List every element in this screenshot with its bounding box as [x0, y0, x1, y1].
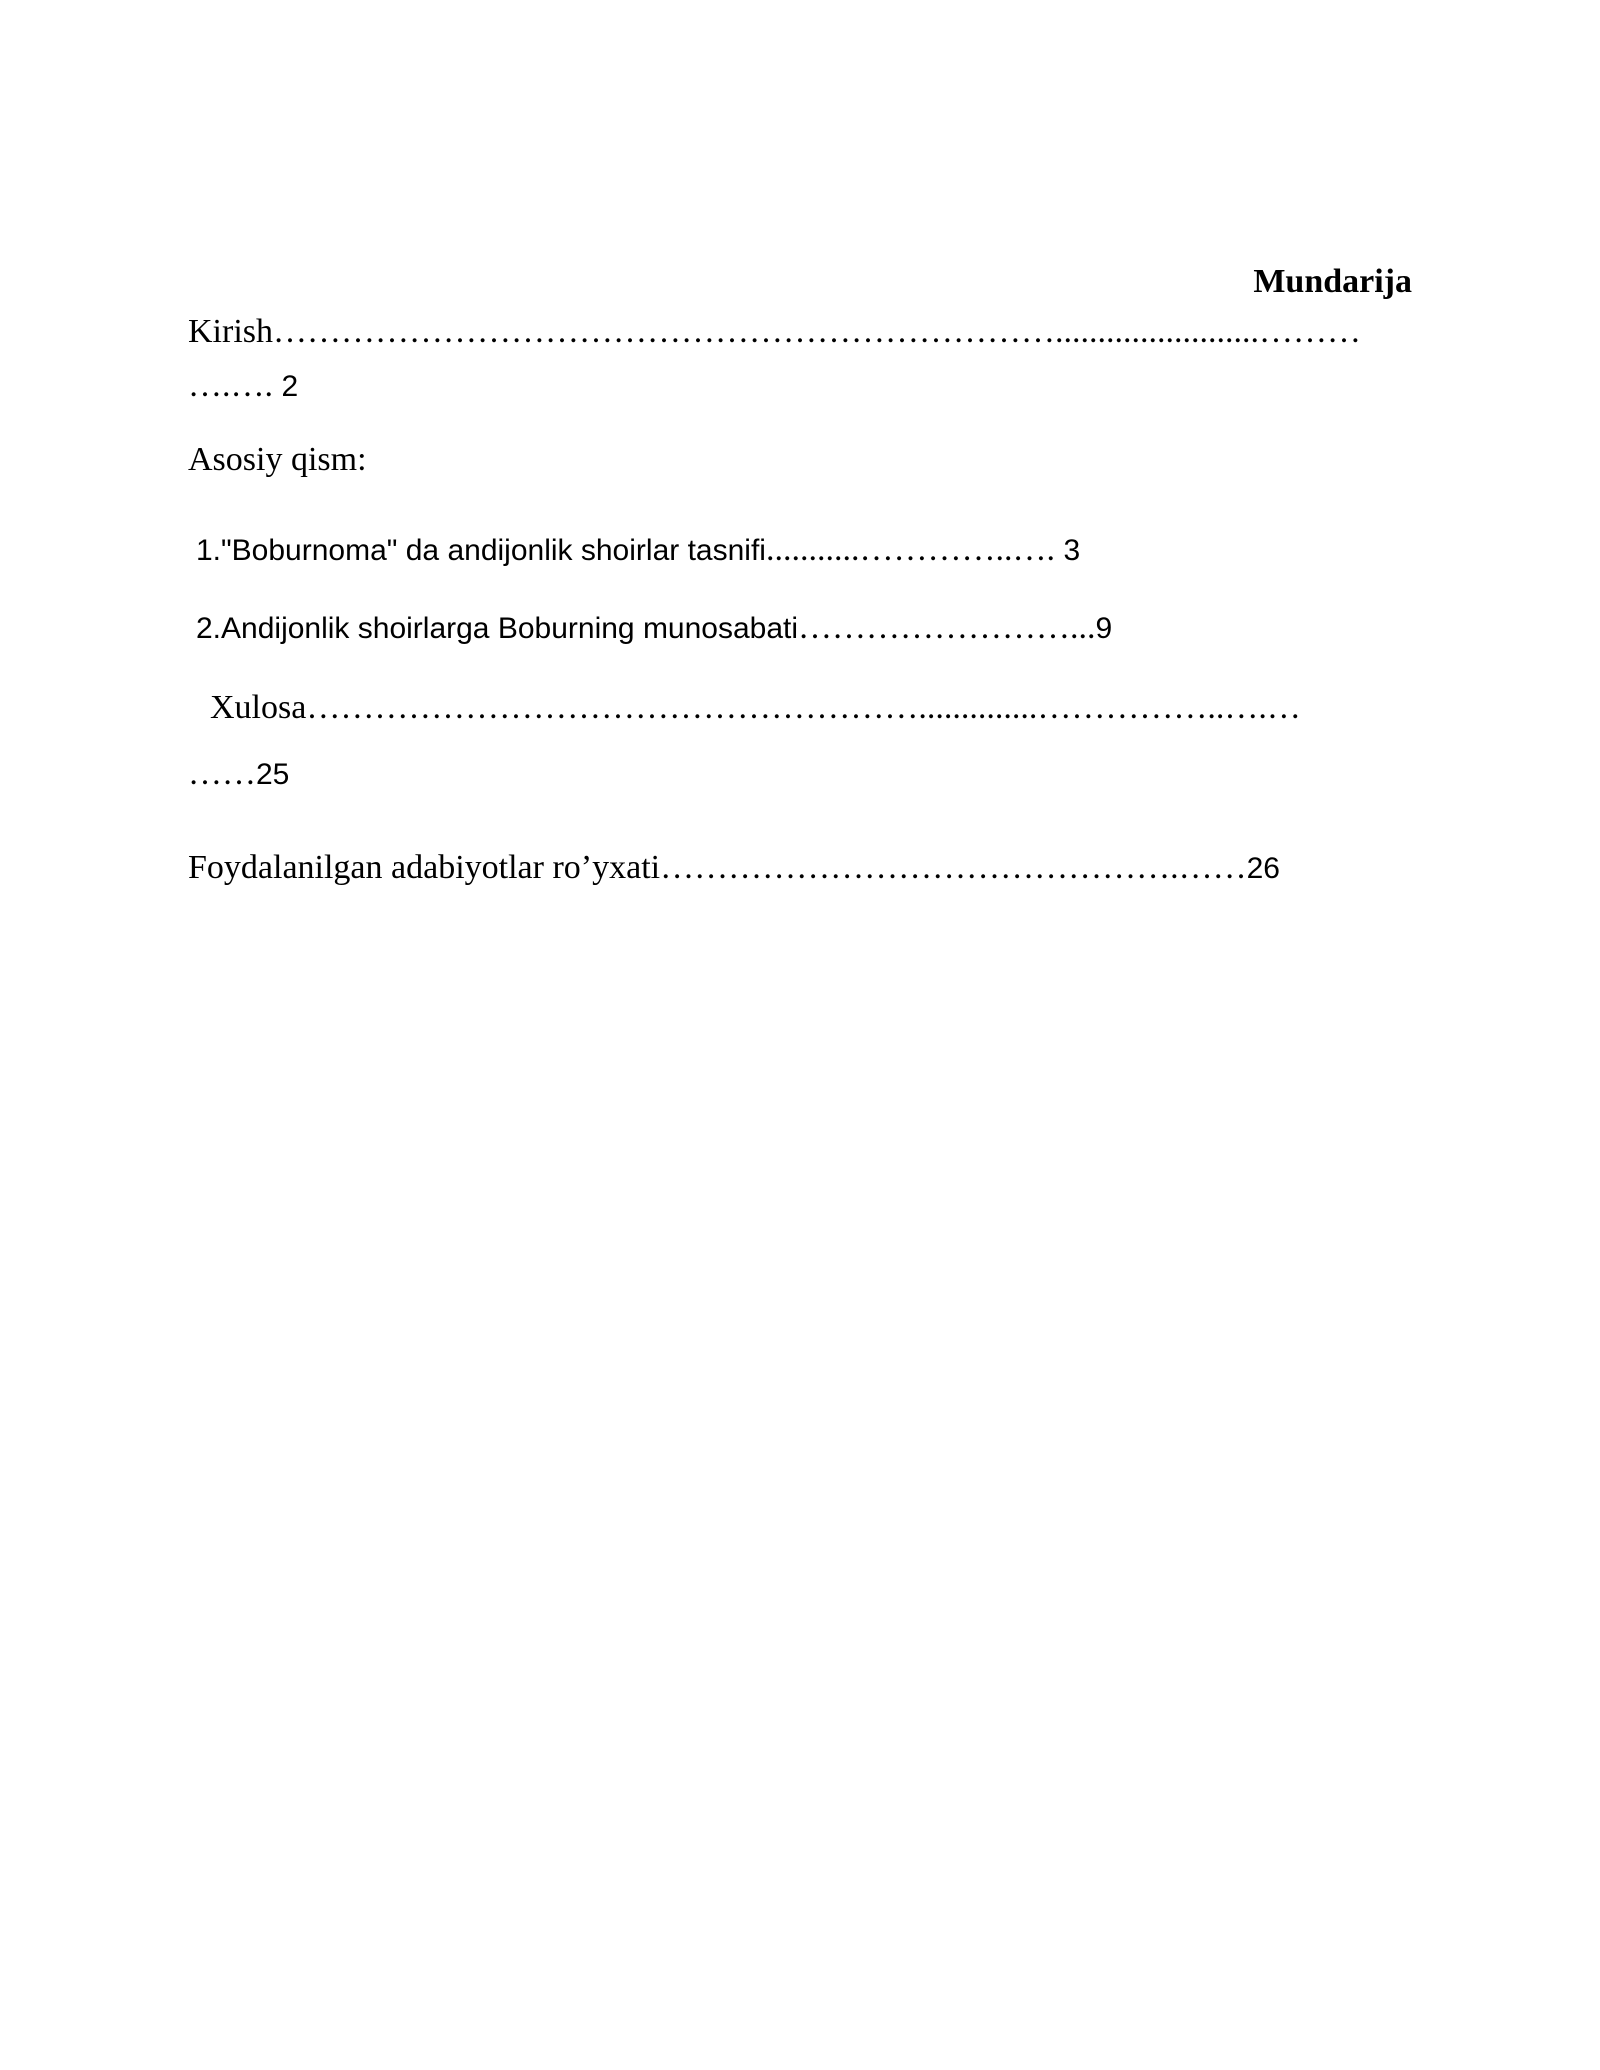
toc-entry-label: 1."Boburnoma" da andijonlik shoirlar tasnifi: [196, 534, 766, 567]
toc-leader: ….….: [188, 367, 282, 404]
toc-leader: ……………………………………….……: [660, 849, 1247, 886]
toc-leader: ...........…………..….: [765, 531, 1064, 568]
toc-entry-item-1: [196, 530, 1080, 576]
toc-entry-kirish-continuation: [188, 366, 298, 412]
toc-leader: ……………………………………………………………........................………: [273, 313, 1361, 350]
toc-entry-label: 2.Andijonlik shoirlarga Boburning munosabati: [196, 612, 799, 645]
toc-entry-item-2: [196, 608, 1112, 654]
toc-entry-label: Kirish: [188, 313, 273, 350]
toc-leader: ……: [188, 755, 256, 792]
toc-entry-kirish: [188, 312, 1361, 352]
toc-entry-xulosa: [210, 688, 1301, 728]
page-title: Mundarija: [1253, 263, 1412, 300]
toc-entry-label: Foydalanilgan adabiyotlar ro’yxati: [188, 849, 661, 886]
toc-page-number: 26: [1246, 852, 1280, 885]
toc-page-number: 3: [1063, 534, 1081, 567]
toc-leader: ……………………...: [798, 609, 1096, 646]
toc-section-asosiy: Asosiy qism:: [188, 441, 367, 478]
toc-page-number: 9: [1095, 612, 1113, 645]
toc-entry-label: Xulosa: [210, 689, 307, 726]
toc-page-number: 25: [256, 758, 290, 791]
toc-entry-xulosa-continuation: [188, 754, 289, 800]
toc-leader: ………………………………………………..............……………..….…: [306, 689, 1301, 726]
toc-entry-foydalanilgan: [188, 848, 1280, 894]
toc-page-number: 2: [281, 370, 299, 403]
